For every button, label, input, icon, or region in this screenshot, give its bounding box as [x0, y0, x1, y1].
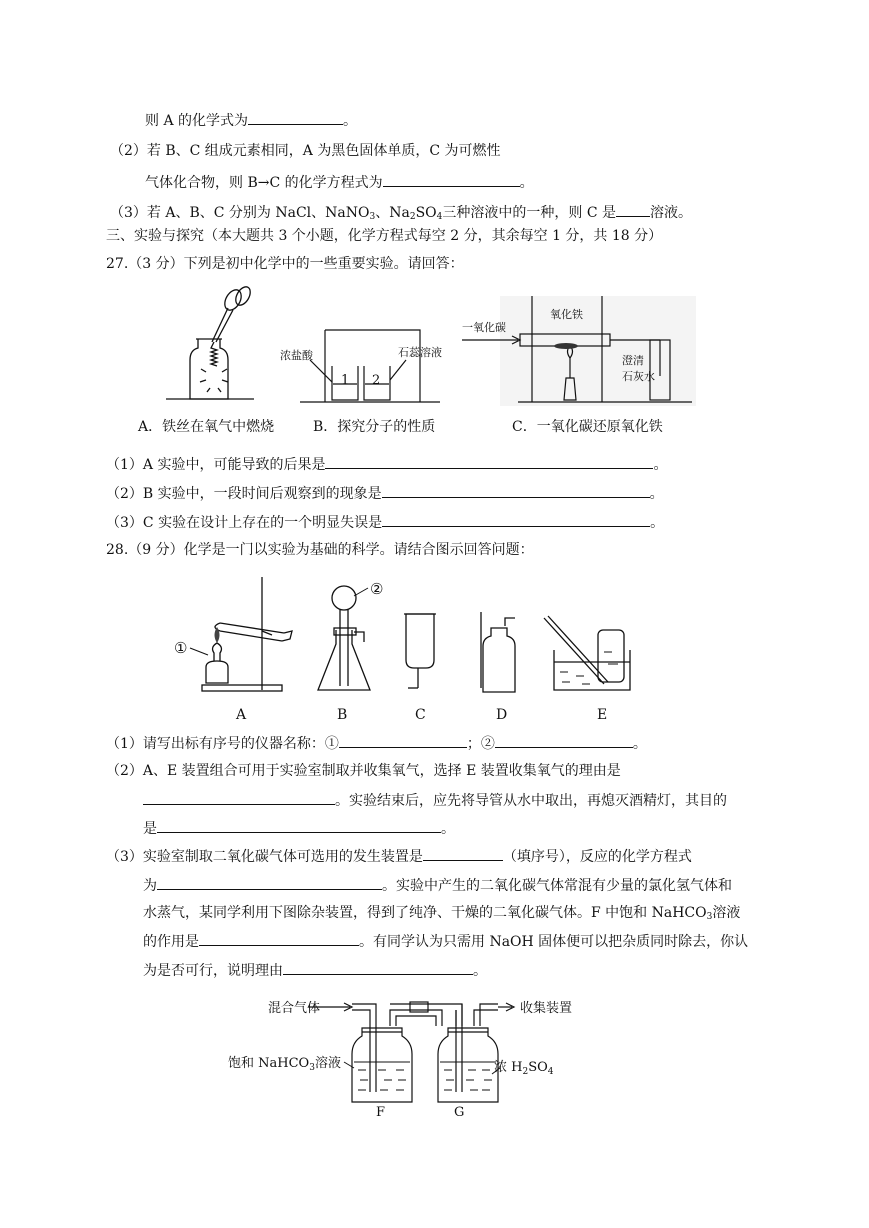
apparatus-e [542, 612, 637, 697]
apparatus-a [172, 575, 297, 697]
q26-line2: （2）若 B、C 组成元素相同，A 为黑色固体单质，C 为可燃性 [110, 143, 501, 159]
q28-sub1: （1）请写出标有序号的仪器名称：① ；② 。 [106, 733, 647, 754]
answer-blank[interactable] [157, 875, 382, 890]
answer-blank[interactable] [157, 818, 441, 833]
q28-sub3-line5: 为是否可行，说明理由 。 [143, 960, 487, 981]
q27-sub1: （1）A 实验中，可能导致的后果是 。 [106, 454, 667, 475]
answer-blank[interactable] [325, 454, 653, 469]
q26-line3: 气体化合物，则 B→C 的化学方程式为 。 [145, 172, 534, 193]
q26-line4: （3）若 A、B、C 分别为 NaCl、NaNO$_3$、$Na_2SO_4$三种溶液中的一种，则 C 是 溶液。 [110, 202, 692, 227]
apparatus-b [316, 578, 391, 698]
answer-blank[interactable] [495, 733, 633, 748]
label-collection: 收集装置 [520, 1001, 573, 1016]
label-g: G [454, 1105, 465, 1120]
q28-sub2-line1: （2）A、E 装置组合可用于实验室制取并收集氧气，选择 E 装置收集氧气的理由是 [106, 763, 621, 779]
label-limewater-1: 澄清 [622, 354, 644, 367]
answer-blank[interactable] [248, 110, 343, 125]
label-h2so4: 浓 $H_2SO_4$ [494, 1060, 554, 1077]
q28-sub3-line1: （3）实验室制取二氧化碳气体可选用的发生装置是 （填序号），反应的化学方程式 [106, 846, 692, 867]
figure-molecule-diffusion [280, 322, 465, 412]
answer-blank[interactable] [383, 172, 520, 187]
caption-c: C．一氧化碳还原氧化铁 [512, 419, 663, 435]
answer-blank[interactable] [143, 790, 335, 805]
mark-1: ① [174, 639, 188, 657]
answer-blank[interactable] [382, 483, 650, 498]
q27-sub2: （2）B 实验中，一段时间后观察到的现象是 。 [106, 483, 664, 504]
answer-blank[interactable] [283, 960, 473, 975]
q28-sub2-line2: 。实验结束后，应先将导管从水中取出，再熄灭酒精灯，其目的 [143, 790, 727, 811]
label-mixed-gas: 混合气体 [268, 1001, 321, 1016]
caption-a: A．铁丝在氧气中燃烧 [138, 419, 275, 435]
purification-apparatus [230, 996, 610, 1120]
apparatus-label-b: B [337, 707, 348, 723]
label-litmus: 石蕊溶液 [398, 346, 442, 359]
q28-stem: 28.（9 分）化学是一门以实验为基础的科学。请结合图示回答问题： [106, 542, 534, 558]
label-co: 一氧化碳 [462, 321, 506, 334]
label-f: F [376, 1105, 386, 1120]
q28-sub3-line4: 的作用是 。有同学认为只需用 NaOH 固体便可以把杂质同时除去，你认 [143, 931, 748, 952]
apparatus-label-d: D [496, 707, 508, 723]
q28-sub2-line3: 是 。 [143, 818, 455, 839]
apparatus-c [398, 610, 443, 695]
label-fe2o3: 氧化铁 [550, 308, 583, 321]
label-limewater-2: 石灰水 [622, 370, 655, 383]
apparatus-label-e: E [597, 707, 608, 723]
q27-stem: 27.（3 分）下列是初中化学中的一些重要实验。请回答： [106, 256, 464, 272]
label-nahco3: 饱和 NaHCO$_3$溶液 [228, 1056, 341, 1073]
answer-blank[interactable] [423, 846, 503, 861]
q28-sub3-line2: 为 。实验中产生的二氧化碳气体常混有少量的氯化氢气体和 [143, 875, 732, 896]
beaker-label-2: 2 [372, 373, 381, 388]
q28-sub3-line3: 水蒸气，某同学利用下图除杂装置，得到了纯净、干燥的二氧化碳气体。F 中饱和 NaHCO$_3$溶液 [143, 905, 741, 922]
caption-b: B．探究分子的性质 [313, 419, 436, 435]
section-heading: 三、实验与探究（本大题共 3 个小题，化学方程式每空 2 分，其余每空 1 分，共 18 分） [106, 228, 663, 244]
mark-2: ② [370, 580, 384, 598]
answer-blank[interactable] [616, 202, 650, 217]
apparatus-label-c: C [415, 707, 426, 723]
figure-co-reduction [462, 296, 696, 408]
q26-line1: 则 A 的化学式为 。 [145, 110, 357, 131]
answer-blank[interactable] [339, 733, 467, 748]
answer-blank[interactable] [199, 931, 359, 946]
apparatus-d [475, 612, 525, 697]
beaker-label-1: 1 [341, 373, 350, 388]
apparatus-label-a: A [236, 707, 247, 723]
label-hcl: 浓盐酸 [280, 349, 313, 362]
answer-blank[interactable] [382, 512, 650, 527]
figure-iron-burning [160, 284, 260, 409]
q27-sub3: （3）C 实验在设计上存在的一个明显失误是 。 [106, 512, 664, 533]
